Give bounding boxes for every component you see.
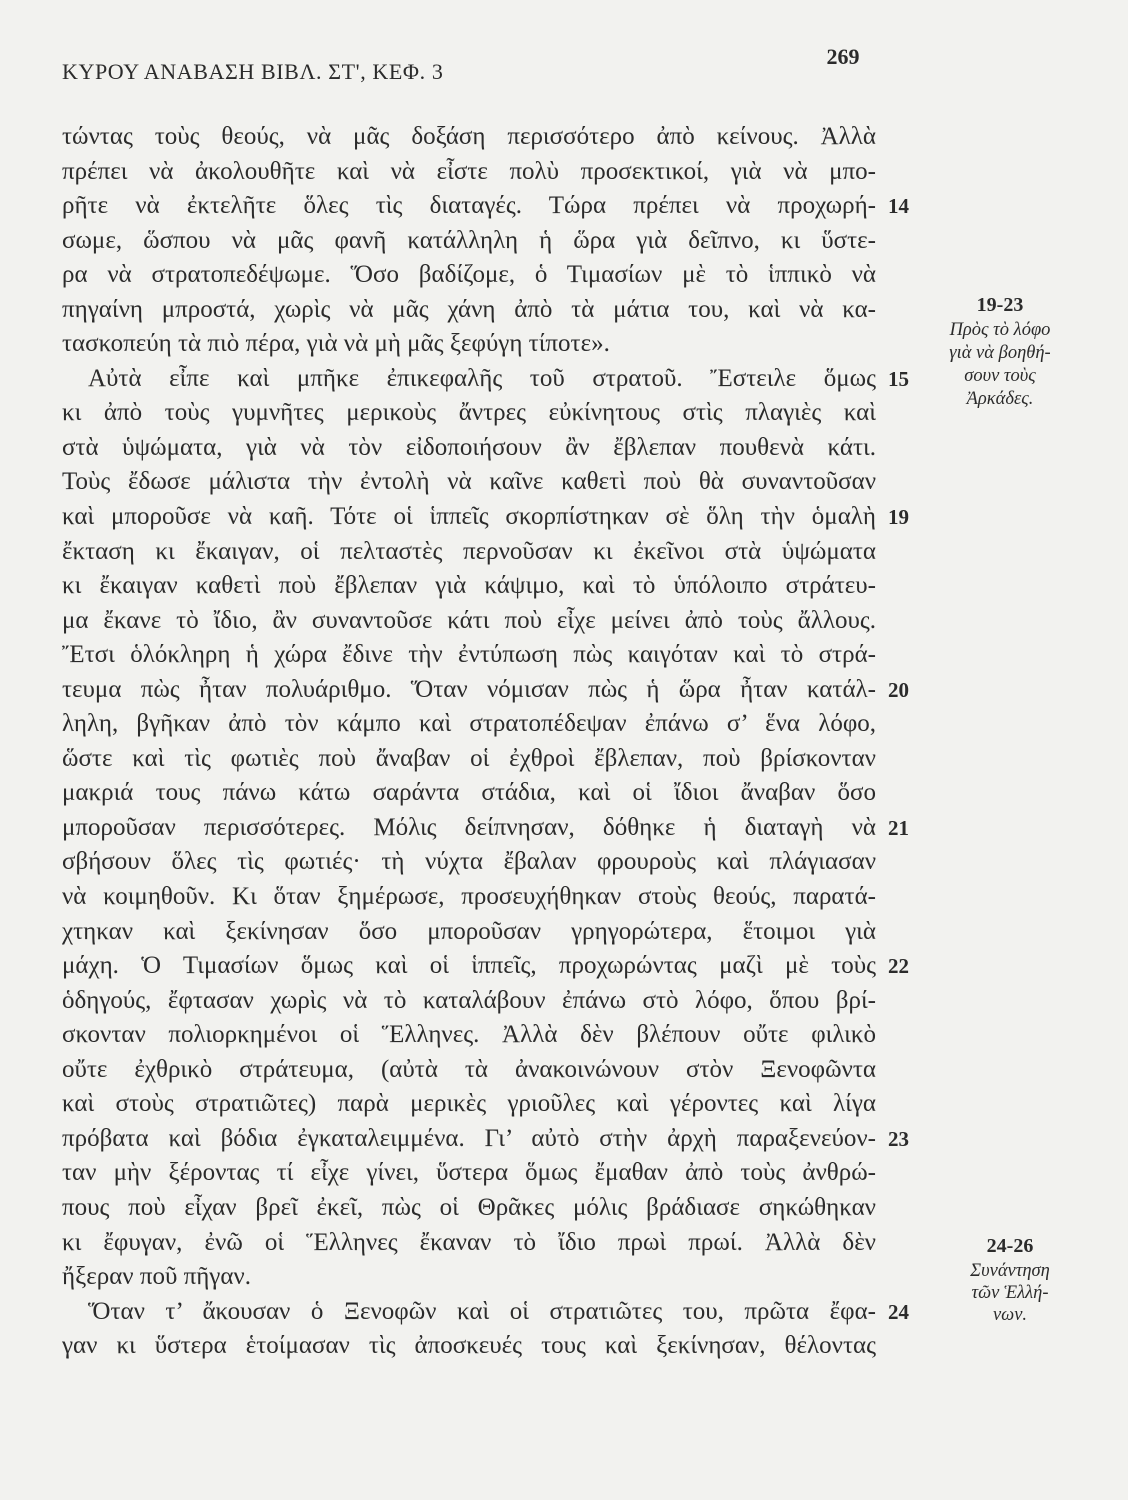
text-line: κι ἀπὸ τοὺς γυμνῆτες μερικοὺς ἄντρες εὐκίνητους στὶς πλαγιὲς καὶ (62, 399, 876, 427)
margin-note-range: 24-26 (986, 1235, 1034, 1257)
text-line: Τοὺς ἔδωσε μάλιστα τὴν ἐντολὴ νὰ καῖνε καθετὶ ποὺ θὰ συναντοῦσαν (62, 468, 876, 496)
text-line: κι ἔφυγαν, ἐνῶ οἱ Ἕλληνες ἔκαναν τὸ ἴδιο πρωὶ πρωί. Ἀλλὰ δὲν (62, 1228, 876, 1256)
text-line: οὔτε ἐχθρικὸ στράτευμα, (αὐτὰ τὰ ἀνακοινώνουν στὸν Ξενοφῶντα (62, 1055, 876, 1083)
text-line: τασκοπεύη τὰ πιὸ πέρα, γιὰ νὰ μὴ μᾶς ξεφύγη τίποτε». (62, 330, 610, 358)
section-number-marker: 22 (888, 954, 909, 979)
margin-note-line: σουν τοὺς (964, 366, 1036, 386)
margin-note-range: 19-23 (976, 294, 1024, 316)
margin-note-line: Συνάντηση (970, 1261, 1050, 1281)
text-line: σωμε, ὥσπου νὰ μᾶς φανῆ κατάλληλη ἡ ὥρα γιὰ δεῖπνο, κι ὕστε- (62, 226, 876, 254)
text-line: χτηκαν καὶ ξεκίνησαν ὅσο μποροῦσαν γρηγορώτερα, ἕτοιμοι γιὰ (62, 917, 876, 945)
margin-note (935, 293, 1065, 411)
text-line: μα ἔκανε τὸ ἴδιο, ἂν συναντοῦσε κάτι ποὺ εἶχε μείνει ἀπὸ τοὺς ἄλλους. (62, 606, 876, 634)
text-line: πρόβατα καὶ βόδια ἐγκαταλειμμένα. Γι’ αὐτὸ στὴν ἀρχὴ παραξενεύον- 23 (62, 1122, 876, 1157)
text-line: μάχη. Ὁ Τιμασίων ὅμως καὶ οἱ ἱππεῖς, προχωρώντας μαζὶ μὲ τοὺς 22 (62, 949, 876, 984)
text-line: τευμα πὼς ἦταν πολυάριθμο. Ὅταν νόμισαν πὼς ἡ ὥρα ἦταν κατάλ- 20 (62, 673, 876, 708)
text-line: καὶ στοὺς στρατιῶτες) παρὰ μερικὲς γριοῦλες καὶ γέροντες καὶ λίγα (62, 1090, 876, 1118)
text-line: μακριά τους πάνω κάτω σαράντα στάδια, καὶ οἱ ἴδιοι ἄναβαν ὅσο (62, 779, 876, 807)
text-line: γαν κι ὕστερα ἑτοίμασαν τὶς ἀποσκευές τους καὶ ξεκίνησαν, θέλοντας (62, 1332, 876, 1360)
running-title: ΚΥΡΟΥ ΑΝΑΒΑΣΗ ΒΙΒΛ. ΣΤ', ΚΕΦ. 3 (62, 59, 444, 84)
text-line: ταν μὴν ξέροντας τί εἶχε γίνει, ὕστερα ὅμως ἔμαθαν ἀπὸ τοὺς ἀνθρώ- (62, 1159, 876, 1187)
text-line: Ὅταν τ’ ἄκουσαν ὁ Ξενοφῶν καὶ οἱ στρατιῶτες του, πρῶτα ἔφα- 24 (62, 1295, 876, 1330)
section-number-marker: 15 (888, 366, 909, 391)
text-line: ληλη, βγῆκαν ἀπὸ τὸν κάμπο καὶ στρατοπέδεψαν ἐπάνω σ’ ἕνα λόφο, (62, 710, 876, 738)
text-line: καὶ μποροῦσε νὰ καῆ. Τότε οἱ ἱππεῖς σκορπίστηκαν σὲ ὅλη τὴν ὁμαλὴ 19 (62, 500, 876, 535)
text-line: τώντας τοὺς θεούς, νὰ μᾶς δοξάση περισσότερο ἀπὸ κείνους. Ἀλλὰ (62, 123, 876, 150)
margin-note-line: τῶν Ἑλλή- (971, 1283, 1049, 1303)
text-line: Αὐτὰ εἶπε καὶ μπῆκε ἐπικεφαλῆς τοῦ στρατοῦ. Ἔστειλε ὅμως 15 (62, 362, 876, 397)
text-line: νὰ κοιμηθοῦν. Κι ὅταν ξημέρωσε, προσευχήθηκαν στοὺς θεούς, παρατά- (62, 883, 876, 911)
text-line: ἤξεραν ποῦ πῆγαν. (62, 1263, 251, 1291)
text-line: ὁδηγούς, ἔφτασαν χωρὶς νὰ τὸ καταλάβουν ἐπάνω στὸ λόφο, ὅπου βρί- (62, 986, 876, 1014)
margin-note-line: γιὰ νὰ βοηθή- (949, 343, 1051, 363)
text-line: πρέπει νὰ ἀκολουθῆτε καὶ νὰ εἶστε πολὺ προσεκτικοί, γιὰ νὰ μπο- (62, 157, 876, 185)
text-line: ὥστε καὶ τὶς φωτιὲς ποὺ ἄναβαν οἱ ἐχθροὶ ἔβλεπαν, ποὺ βρίσκονταν (62, 744, 876, 772)
section-number-marker: 20 (888, 677, 909, 702)
text-line: σκονταν πολιορκημένοι οἱ Ἕλληνες. Ἀλλὰ δὲν βλέπουν οὔτε φιλικὸ (62, 1021, 876, 1049)
section-number-marker: 14 (888, 194, 909, 219)
text-line: μποροῦσαν περισσότερες. Μόλις δείπνησαν, δόθηκε ἡ διαταγὴ νὰ 21 (62, 811, 876, 846)
margin-note-line: Ἀρκάδες. (966, 389, 1034, 409)
text-line: Ἔτσι ὁλόκληρη ἡ χώρα ἔδινε τὴν ἐντύπωση πὼς καιγόταν καὶ τὸ στρά- (62, 641, 876, 669)
text-line: σβήσουν ὅλες τὶς φωτιές· τὴ νύχτα ἔβαλαν φρουροὺς καὶ πλάγιασαν (62, 848, 876, 876)
margin-note (945, 1234, 1075, 1326)
margin-note-line: Πρὸς τὸ λόφο (949, 320, 1051, 340)
text-line: στὰ ὑψώματα, γιὰ νὰ τὸν εἰδοποιήσουν ἂν ἔβλεπαν πουθενὰ κάτι. (62, 433, 876, 461)
section-number-marker: 23 (888, 1126, 909, 1151)
text-line: ρα νὰ στρατοπεδέψωμε. Ὅσο βαδίζομε, ὁ Τιμασίων μὲ τὸ ἱππικὸ νὰ (62, 261, 876, 289)
main-text (62, 120, 909, 1364)
text-line: κι ἔκαιγαν καθετὶ ποὺ ἔβλεπαν γιὰ κάψιμο, καὶ τὸ ὑπόλοιπο στράτευ- (62, 572, 876, 600)
text-line: ἔκταση κι ἔκαιγαν, οἱ πελταστὲς περνοῦσαν κι ἐκεῖνοι στὰ ὑψώματα (62, 537, 876, 565)
page-number: 269 (826, 44, 860, 69)
text-line: ρῆτε νὰ ἐκτελῆτε ὅλες τὶς διαταγές. Τώρα πρέπει νὰ προχωρή- 14 (62, 189, 876, 224)
text-line: πηγαίνη μπροστά, χωρὶς νὰ μᾶς χάνη ἀπὸ τὰ μάτια του, καὶ νὰ κα- (62, 295, 876, 323)
text-line: πους ποὺ εἶχαν βρεῖ ἐκεῖ, πὼς οἱ Θρᾶκες μόλις βράδιασε σηκώθηκαν (62, 1193, 876, 1221)
margin-note-line: νων. (992, 1305, 1028, 1325)
section-number-marker: 21 (888, 815, 909, 840)
section-number-marker: 24 (888, 1299, 909, 1324)
section-number-marker: 19 (888, 505, 909, 530)
